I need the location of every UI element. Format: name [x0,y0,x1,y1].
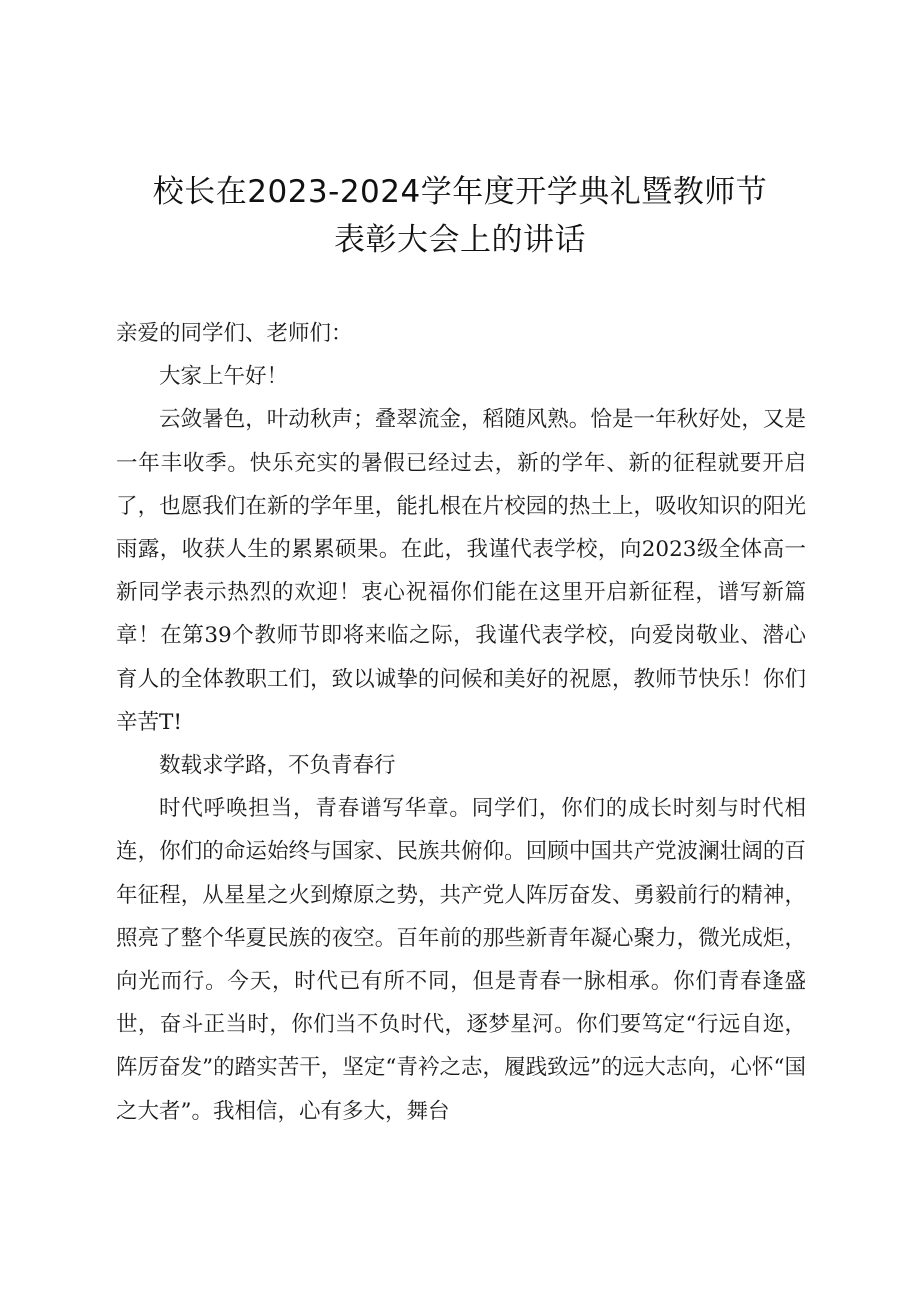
paragraph-opening: 云敛暑色，叶动秋声；叠翠流金，稻随风熟。恰是一年秋好处，又是一年丰收季。快乐充实的暑假已经过去，新的学年、新的征程就要开启了，也愿我们在新的学年里，能扎根在片校园的热土上，吸收知识的阳光雨露，收获人生的累累硕果。在此，我谨代表学校，向2023级全体高一新同学表示热烈的欢迎！衷心祝福你们能在这里开启新征程，谱写新篇章！在第39个教师节即将来临之际，我谨代表学校，向爱岗敬业、潜心育人的全体教职工们，致以诚挚的问候和美好的祝愿，教师节快乐！你们辛苦T! [116,407,806,735]
title-line-1: 校长在2023-2024学年度开学典礼暨教师节 [152,174,768,210]
salutation: 亲爱的同学们、老师们： [116,321,353,346]
paragraph-youth: 时代呼唤担当，青春谱写华章。同学们，你们的成长时刻与时代相连，你们的命运始终与国家、民族共俯仰。回顾中国共产党波澜壮阔的百年征程，从星星之火到燎原之势，共产党人阵厉奋发、勇毅前行的精神，照亮了整个华夏民族的夜空。百年前的那些新青年凝心聚力，微光成炬，向光而行。今天，时代已有所不同，但是青春一脉相承。你们青春逢盛世，奋斗正当时，你们当不负时代，逐梦星河。你们要笃定“行远自迩，阵厉奋发”的踏实苦干，坚定“青衿之志，履践致远”的远大志向，心怀“国之大者”。我相信，心有多大，舞台 [116,796,806,1124]
greeting: 大家上午好！ [159,364,289,390]
title-line-2: 表彰大会上的讲话 [334,222,586,258]
document-title [0,168,920,264]
document-body [116,312,806,1133]
section-heading: 数载求学路，不负青春行 [159,753,396,779]
